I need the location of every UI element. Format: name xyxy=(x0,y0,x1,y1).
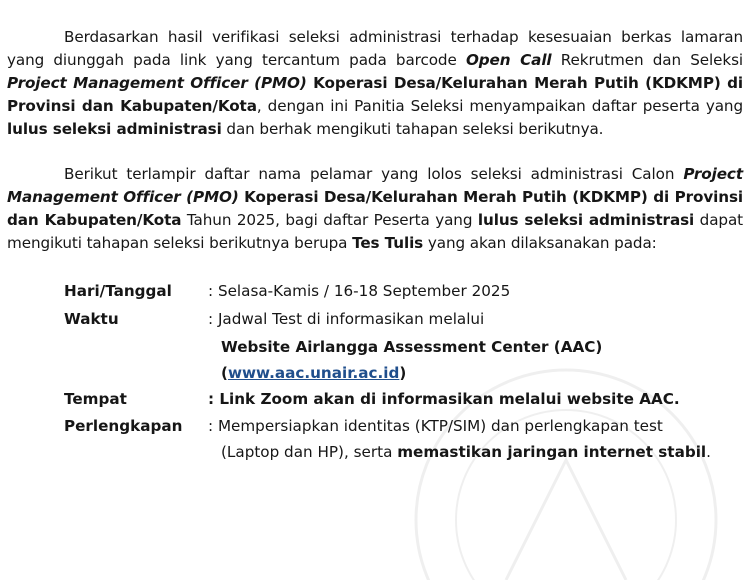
kdkmp-text: Koperasi Desa/Kelurahan Merah Putih (KDKMP) di Provinsi dan Kabupaten/Kota xyxy=(7,74,744,115)
paragraph-text: Rekrutmen dan Seleksi xyxy=(551,51,743,69)
kdkmp-text: Koperasi Desa/Kelurahan Merah Putih (KDKMP) di Provinsi dan Kabupaten/Kota xyxy=(7,188,743,229)
equip-period: . xyxy=(706,443,711,461)
paragraph-text: dapat mengikuti tahapan seleksi berikutnya berupa xyxy=(7,211,744,252)
equip-row-2 xyxy=(0,443,750,470)
paragraph-text: , dengan ini Panitia Seleksi menyampaikan daftar peserta yang xyxy=(256,97,743,115)
paragraph-text: Berdasarkan hasil verifikasi seleksi administrasi terhadap kesesuaian berkas lamaran yang diunggah pada link yang tercantum pada barcode xyxy=(7,28,743,69)
pmo-text: Project Management Officer (PMO) xyxy=(7,74,307,92)
paragraph-text: Berikut terlampir daftar nama pelamar yang lolos seleksi administrasi Calon xyxy=(64,165,684,183)
paragraph-text: Tahun 2025, bagi daftar Peserta yang xyxy=(181,211,478,229)
equip-label: Perlengkapan xyxy=(64,417,183,435)
time-link-wrap xyxy=(221,364,406,382)
time-site: Website Airlangga Assessment Center (AAC) xyxy=(221,338,603,356)
time-label: Waktu xyxy=(64,310,119,328)
lulus-text: lulus seleksi administrasi xyxy=(477,211,695,229)
pmo-text: Project Management Officer (PMO) xyxy=(7,165,743,206)
date-label: Hari/Tanggal xyxy=(64,282,172,300)
paren-close: ) xyxy=(399,364,407,382)
tes-tulis-text: Tes Tulis xyxy=(352,234,424,252)
paren-open: ( xyxy=(221,364,228,382)
equip-text: (Laptop dan HP), serta xyxy=(221,443,398,461)
place-label: Tempat xyxy=(64,390,127,408)
time-row xyxy=(0,310,750,337)
time-site-row xyxy=(0,338,750,365)
date-value: : Selasa-Kamis / 16-18 September 2025 xyxy=(208,282,511,300)
place-value: : Link Zoom akan di informasikan melalui website AAC. xyxy=(208,390,680,408)
date-row xyxy=(0,282,750,309)
lulus-text: lulus seleksi administrasi xyxy=(7,120,222,138)
equip-value-2 xyxy=(221,443,711,461)
equip-row xyxy=(0,417,750,444)
attachment-paragraph xyxy=(7,163,743,255)
intro-paragraph xyxy=(7,26,743,141)
paragraph-text: yang akan dilaksanakan pada: xyxy=(423,234,657,252)
aac-website-link[interactable]: www.aac.unair.ac.id xyxy=(227,364,400,382)
place-row xyxy=(0,390,750,417)
time-link-row xyxy=(0,364,750,391)
equip-value: : Mempersiapkan identitas (KTP/SIM) dan perlengkapan test xyxy=(208,417,663,435)
network-stable-text: memastikan jaringan internet stabil xyxy=(397,443,707,461)
open-call-text: Open Call xyxy=(465,51,552,69)
paragraph-text: dan berhak mengikuti tahapan seleksi berikutnya. xyxy=(221,120,604,138)
time-value: : Jadwal Test di informasikan melalui xyxy=(208,310,485,328)
